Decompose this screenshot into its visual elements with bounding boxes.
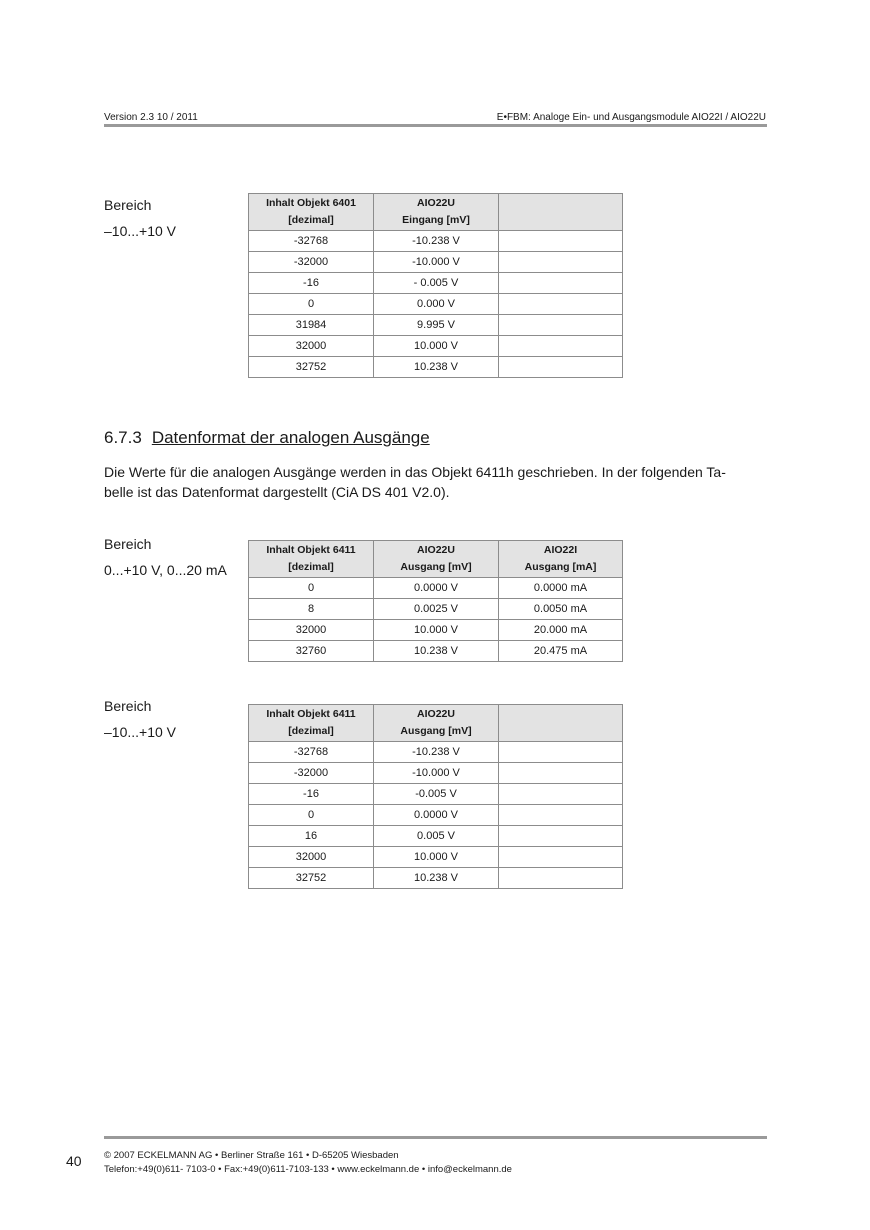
table-row — [249, 578, 623, 599]
header-cell — [249, 541, 374, 578]
header-line: AIO22U — [417, 708, 455, 720]
cell: 0 — [249, 294, 374, 315]
header-line: AIO22U — [417, 544, 455, 556]
cell: -10.000 V — [374, 252, 499, 273]
table-row — [249, 315, 623, 336]
section-number: 6.7.3 — [104, 428, 142, 447]
cell: 32000 — [249, 620, 374, 641]
cell: 8 — [249, 599, 374, 620]
header-line: Ausgang [mA] — [524, 561, 597, 573]
range-label-1 — [104, 192, 176, 244]
cell: -16 — [249, 273, 374, 294]
table-row — [249, 784, 623, 805]
table-row — [249, 336, 623, 357]
table-object-6411-output-bipolar — [248, 704, 623, 889]
cell: 0.005 V — [374, 826, 499, 847]
cell — [499, 826, 623, 847]
table-row — [249, 805, 623, 826]
header-divider — [104, 124, 767, 127]
cell: -32000 — [249, 252, 374, 273]
cell: 0.0000 mA — [499, 578, 623, 599]
table-row — [249, 868, 623, 889]
header-line: [dezimal] — [288, 214, 334, 226]
table-row — [249, 357, 623, 378]
cell: 20.000 mA — [499, 620, 623, 641]
cell: 9.995 V — [374, 315, 499, 336]
table-object-6401-input — [248, 193, 623, 378]
cell: 31984 — [249, 315, 374, 336]
table-row — [249, 273, 623, 294]
cell — [499, 315, 623, 336]
cell — [499, 336, 623, 357]
cell — [499, 273, 623, 294]
range-value-text: 0...+10 V, 0...20 mA — [104, 562, 227, 578]
table-header-row — [249, 541, 623, 578]
table-row — [249, 231, 623, 252]
table-header-row — [249, 705, 623, 742]
cell: -10.000 V — [374, 763, 499, 784]
header-cell — [374, 541, 499, 578]
cell — [499, 805, 623, 826]
header-line: AIO22I — [543, 544, 578, 556]
cell: -16 — [249, 784, 374, 805]
header-cell — [499, 541, 623, 578]
cell — [499, 784, 623, 805]
range-label-text: Bereich — [104, 698, 152, 714]
table-row — [249, 847, 623, 868]
range-label-text: Bereich — [104, 536, 152, 552]
cell — [499, 742, 623, 763]
cell: 32000 — [249, 847, 374, 868]
range-label-2 — [104, 531, 227, 583]
cell: -32768 — [249, 231, 374, 252]
cell: 20.475 mA — [499, 641, 623, 662]
cell — [499, 357, 623, 378]
cell: 0.0000 V — [374, 578, 499, 599]
range-label-3 — [104, 693, 176, 745]
header-cell — [499, 705, 623, 742]
footer-divider — [104, 1136, 767, 1139]
footer-address: © 2007 ECKELMANN AG • Berliner Straße 161 • D-65205 Wiesbaden — [104, 1150, 399, 1161]
cell: 32752 — [249, 357, 374, 378]
page-number: 40 — [66, 1153, 82, 1169]
cell: 10.238 V — [374, 357, 499, 378]
header-cell — [249, 705, 374, 742]
cell — [499, 847, 623, 868]
cell: 10.000 V — [374, 620, 499, 641]
cell: 0 — [249, 578, 374, 599]
cell: 10.238 V — [374, 868, 499, 889]
table-row — [249, 599, 623, 620]
table-row — [249, 252, 623, 273]
cell — [499, 231, 623, 252]
table-row — [249, 742, 623, 763]
range-value-text: –10...+10 V — [104, 223, 177, 239]
header-version: Version 2.3 10 / 2011 — [104, 112, 198, 123]
header-cell — [249, 194, 374, 231]
cell: 10.000 V — [374, 336, 499, 357]
header-line: Ausgang [mV] — [400, 725, 472, 737]
paragraph-line: Die Werte für die analogen Ausgänge werden in das Objekt 6411h geschrieben. In der folgenden Ta- — [104, 464, 726, 480]
cell: 32752 — [249, 868, 374, 889]
cell — [499, 868, 623, 889]
section-paragraph — [104, 462, 764, 502]
table-row — [249, 641, 623, 662]
cell — [499, 252, 623, 273]
cell: 0.000 V — [374, 294, 499, 315]
cell: -32768 — [249, 742, 374, 763]
table-row — [249, 294, 623, 315]
header-line: Inhalt Objekt 6411 — [266, 544, 356, 556]
cell: 10.000 V — [374, 847, 499, 868]
header-cell — [499, 194, 623, 231]
table-object-6411-output-unipolar — [248, 540, 623, 662]
header-cell — [374, 705, 499, 742]
cell: 0.0000 V — [374, 805, 499, 826]
range-value-text: –10...+10 V — [104, 724, 177, 740]
footer-contact: Telefon:+49(0)611- 7103-0 • Fax:+49(0)611-7103-133 • www.eckelmann.de • info@eckelmann.de — [104, 1164, 512, 1175]
table-header-row — [249, 194, 623, 231]
header-line: AIO22U — [417, 197, 455, 209]
range-label-text: Bereich — [104, 197, 152, 213]
cell — [499, 763, 623, 784]
cell — [499, 294, 623, 315]
cell: -0.005 V — [374, 784, 499, 805]
cell: - 0.005 V — [374, 273, 499, 294]
header-line: [dezimal] — [288, 725, 334, 737]
cell: -10.238 V — [374, 742, 499, 763]
cell: 0.0025 V — [374, 599, 499, 620]
table-row — [249, 620, 623, 641]
header-line: Ausgang [mV] — [400, 561, 472, 573]
cell: 16 — [249, 826, 374, 847]
section-title: Datenformat der analogen Ausgänge — [151, 428, 430, 447]
cell: -32000 — [249, 763, 374, 784]
cell: 0.0050 mA — [499, 599, 623, 620]
section-heading — [104, 428, 430, 448]
cell: 32000 — [249, 336, 374, 357]
table-row — [249, 763, 623, 784]
cell: 0 — [249, 805, 374, 826]
cell: -10.238 V — [374, 231, 499, 252]
cell: 10.238 V — [374, 641, 499, 662]
header-line: Inhalt Objekt 6411 — [266, 708, 356, 720]
paragraph-line: belle ist das Datenformat dargestellt (CiA DS 401 V2.0). — [104, 484, 450, 500]
header-line: [dezimal] — [288, 561, 334, 573]
cell: 32760 — [249, 641, 374, 662]
header-line: Inhalt Objekt 6401 — [266, 197, 356, 209]
header-cell — [374, 194, 499, 231]
header-title: E•FBM: Analoge Ein- und Ausgangsmodule AIO22I / AIO22U — [496, 112, 766, 123]
table-row — [249, 826, 623, 847]
header-line: Eingang [mV] — [402, 214, 470, 226]
